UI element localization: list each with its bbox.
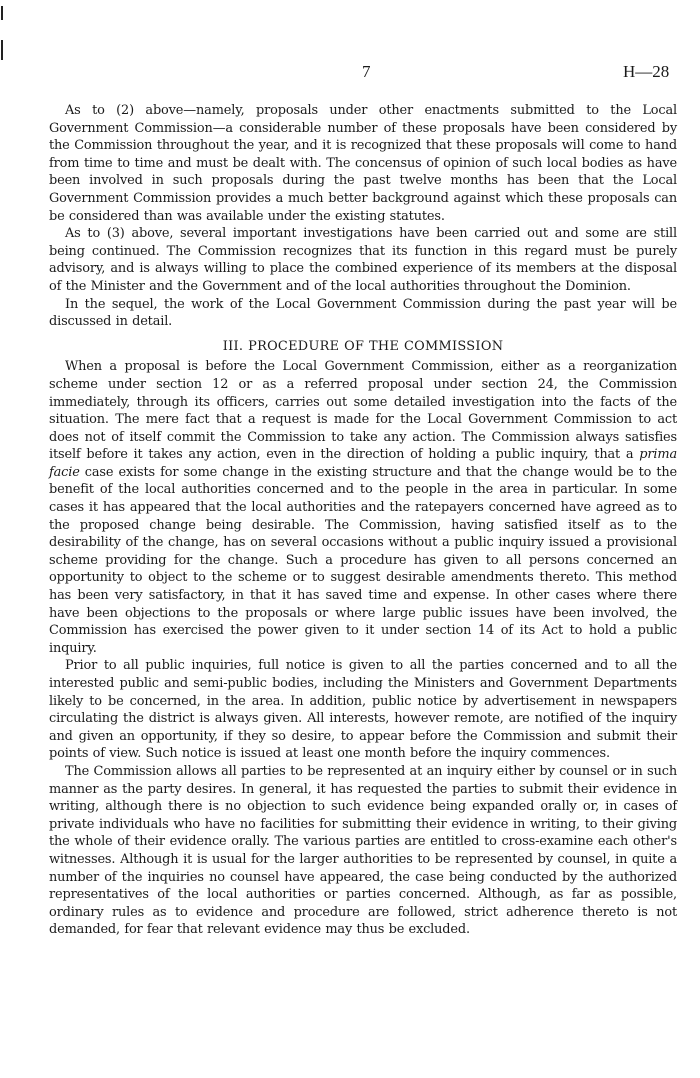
document-reference: H—28 xyxy=(623,62,670,81)
page-number: 7 xyxy=(362,62,371,81)
paragraph-investigations: As to (3) above, several important investigations have been carried out and some are still being continued. The Commission recognizes that its function in this regard must be purely advisory, and is always willing to place the combined experience of its members at the disposal of the Minister and the Government and of the local authorities throughout the Dominion. xyxy=(49,226,677,294)
procedure-text-start: When a proposal is before the Local Government Commission, either as a reorganization scheme under section 12 or as a referred proposal under section 24, the Commission immediately, through its officers, carries out some detailed investigation into the facts of the situation. The mere fact that a request is made for the Local Government Commission to act does not of itself commit the Commission to take any action. The Commission always satisfies itself before it takes any action, even in the direction of holding a public inquiry, that a xyxy=(49,359,677,463)
page-header xyxy=(0,62,700,82)
prima-facie-italic: prima facie xyxy=(49,447,677,480)
paragraph-public-notice: Prior to all public inquiries, full notice is given to all the parties concerned and to all the interested public and semi-public bodies, including the Ministers and Government Departments likely to be concerned, in the area. In addition, public notice by advertisement in newspapers circulating the district is always given. All interests, however remote, are notified of the inquiry and given an opportunity, if they so desire, to appear before the Commission and submit their points of view. Such notice is issued at least one month before the inquiry commences. xyxy=(49,658,677,762)
section-heading: III. PROCEDURE OF THE COMMISSION xyxy=(222,338,504,354)
paragraph-sequel: In the sequel, the work of the Local Government Commission during the past year will be discussed in detail. xyxy=(49,296,677,330)
procedure-text-end: case exists for some change in the existing structure and that the change would be to the benefit of the local authorities concerned and to the people in the area in particular. In some cases it has appeared that the local authorities and the ratepayers concerned have agreed as to the proposed change being desirable. The Commission, having satisfied itself as to the desirability of the change, has on several occasions without a public inquiry issued a provisional scheme providing for the change. Such a procedure has given to all persons concerned an opportunity to object to the scheme or to suggest desirable amendments thereto. This method has been very satisfactory, in that it has saved time and expense. In other cases where there have been objections to the proposals or where large public issues have been involved, the Commission has exercised the power given to it under section 14 of its Act to hold a public inquiry. xyxy=(49,464,677,656)
paragraph-procedure xyxy=(49,358,677,657)
document-body xyxy=(49,102,677,939)
paragraph-representation: The Commission allows all parties to be represented at an inquiry either by counsel or in such manner as the party desires. In general, it has requested the parties to submit their evidence in writing, although there is no objection to such evidence being expanded orally or, in cases of private individuals who have no facilities for submitting their evidence in writing, to their giving the whole of their evidence orally. The various parties are entitled to cross-examine each other's witnesses. Although it is usual for the larger authorities to be represented by counsel, in quite a number of the inquiries no counsel have appeared, the case being conducted by the authorized representatives of the local authorities or parties concerned. Although, as far as possible, ordinary rules as to evidence and procedure are followed, strict adherence thereto is not demanded, for fear that relevant evidence may thus be excluded. xyxy=(49,763,677,938)
paragraph-proposals-other-enactments: As to (2) above—namely, proposals under other enactments submitted to the Local Government Commission—a considerable number of these proposals have been considered by the Commission throughout the year, and it is recognized that these proposals will come to hand from time to time and must be dealt with. The concensus of opinion of such local bodies as have been involved in such proposals during the past twelve months has been that the Local Government Commission provides a much better background against which these proposals can be considered than was available under the existing statutes. xyxy=(49,103,677,224)
